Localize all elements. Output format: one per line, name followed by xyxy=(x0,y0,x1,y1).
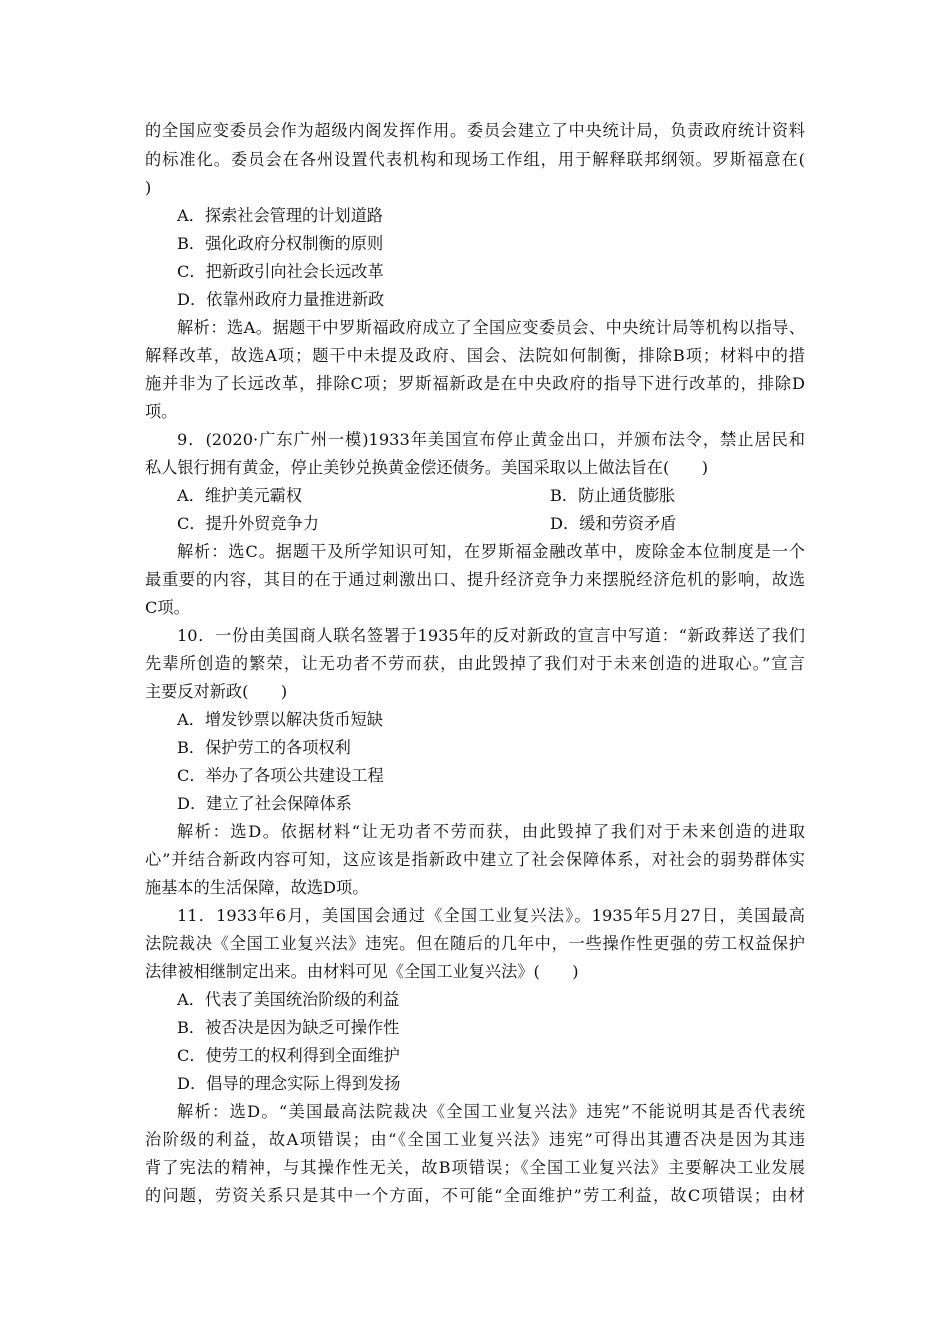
q9-analysis-line-1: 解析：选C。据题干及所学知识可知，在罗斯福金融改革中，废除金本位制度是一个 xyxy=(177,542,805,561)
q10-stem-line-3: 主要反对新政( ) xyxy=(145,682,288,701)
q9-stem-line-1: 9．(2020·广东广州一模)1933年美国宣布停止黄金出口，并颁布法令，禁止居民和 xyxy=(177,430,805,449)
q8-option-c: C．把新政引向社会长远改革 xyxy=(177,262,384,281)
q9-option-a: A．维护美元霸权 xyxy=(177,486,303,505)
q8-stem-line-3: ) xyxy=(145,178,152,197)
q10-analysis-line-2: 心”并结合新政内容可知，这应该是指新政中建立了社会保障体系，对社会的弱势群体实 xyxy=(145,850,805,869)
q11-option-d: D．倡导的理念实际上得到发扬 xyxy=(177,1074,401,1093)
q8-analysis-line-1: 解析：选A。据题干中罗斯福政府成立了全国应变委员会、中央统计局等机构以指导、 xyxy=(177,318,805,337)
q11-option-b: B．被否决是因为缺乏可操作性 xyxy=(177,1018,400,1037)
q8-analysis-line-3: 施并非为了长远改革，排除C项；罗斯福新政是在中央政府的指导下进行改革的，排除D xyxy=(145,374,805,393)
q8-analysis-line-2: 解释改革，故选A项；题干中未提及政府、国会、法院如何制衡，排除B项；材料中的措 xyxy=(145,346,805,365)
q9-option-b: B．防止通货膨胀 xyxy=(550,486,676,505)
q8-option-b: B．强化政府分权制衡的原则 xyxy=(177,234,384,253)
q11-stem-line-3: 法律被相继制定出来。由材料可见《全国工业复兴法》( ) xyxy=(145,962,579,981)
q9-analysis-line-3: C项。 xyxy=(145,598,190,617)
q8-option-a: A．探索社会管理的计划道路 xyxy=(177,206,383,225)
q10-analysis-line-3: 施基本的生活保障，故选D项。 xyxy=(145,878,369,897)
q8-stem-line-1: 的全国应变委员会作为超级内阁发挥作用。委员会建立了中央统计局，负责政府统计资料 xyxy=(145,121,805,140)
q8-option-d: D．依靠州政府力量推进新政 xyxy=(177,290,385,309)
q11-analysis-line-2: 治阶级的利益，故A项错误；由“《全国工业复兴法》违宪”可得出其遭否决是因为其违 xyxy=(145,1130,805,1149)
q11-stem-line-1: 11．1933年6月，美国国会通过《全国工业复兴法》。1935年5月27日，美国最高 xyxy=(177,906,805,925)
q10-option-a: A．增发钞票以解决货币短缺 xyxy=(177,710,383,729)
q9-analysis-line-2: 最重要的内容，其目的在于通过刺激出口、提升经济竞争力来摆脱经济危机的影响，故选 xyxy=(145,570,805,589)
q8-analysis-line-4: 项。 xyxy=(145,402,178,421)
q10-stem-line-2: 先辈所创造的繁荣，让无功者不劳而获，由此毁掉了我们对于未来创造的进取心。”宣言 xyxy=(145,654,805,673)
q10-option-b: B．保护劳工的各项权利 xyxy=(177,738,351,757)
q11-analysis-line-4: 的问题，劳资关系只是其中一个方面，不可能“全面维护”劳工利益，故C项错误；由材 xyxy=(145,1186,805,1205)
q9-stem-line-2: 私人银行拥有黄金，停止美钞兑换黄金偿还债务。美国采取以上做法旨在( ) xyxy=(145,458,709,477)
q11-stem-line-2: 法院裁决《全国工业复兴法》违宪。但在随后的几年中，一些操作性更强的劳工权益保护 xyxy=(145,934,805,953)
q11-option-a: A．代表了美国统治阶级的利益 xyxy=(177,990,400,1009)
q10-option-d: D．建立了社会保障体系 xyxy=(177,794,352,813)
q10-stem-line-1: 10．一份由美国商人联名签署于1935年的反对新政的宣言中写道：“新政葬送了我们 xyxy=(177,626,805,645)
q11-option-c: C．使劳工的权利得到全面维护 xyxy=(177,1046,400,1065)
q9-option-c: C．提升外贸竞争力 xyxy=(177,514,319,533)
q8-stem-line-2: 的标准化。委员会在各州设置代表机构和现场工作组，用于解释联邦纲领。罗斯福意在( xyxy=(145,150,805,169)
q9-option-d: D．缓和劳资矛盾 xyxy=(550,514,677,533)
q11-analysis-line-1: 解析：选D。“美国最高法院裁决《全国工业复兴法》违宪”不能说明其是否代表统 xyxy=(177,1102,805,1121)
q10-option-c: C．举办了各项公共建设工程 xyxy=(177,766,384,785)
q10-analysis-line-1: 解析：选D。依据材料“让无功者不劳而获，由此毁掉了我们对于未来创造的进取 xyxy=(177,822,805,841)
q11-analysis-line-3: 背了宪法的精神，与其操作性无关，故B项错误；《全国工业复兴法》主要解决工业发展 xyxy=(145,1158,805,1177)
